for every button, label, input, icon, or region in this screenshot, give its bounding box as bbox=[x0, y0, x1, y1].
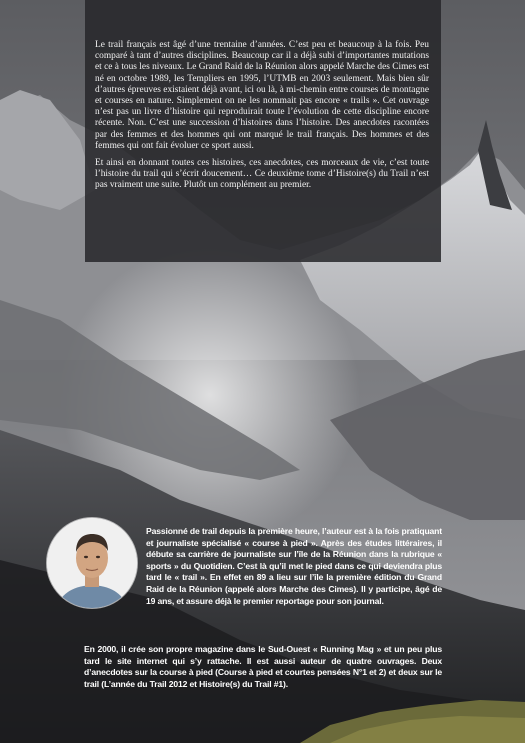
author-bio-paragraph: Passionné de trail depuis la première heure, l’auteur est à la fois pratiquant et journaliste spécialisé « course à pied ». Après des études littéraires, il débute sa carrière de journaliste sur l’île de la Réunion dans la rubrique « sports » du Quotidien. C’est là qu’il met le pied dans ce qui deviendra plus tard le « trail ». En effet en 89 a lieu sur l’île la première édition du Grand Raid de la Réunion (appelé alors Marche des Cimes). Il y participe, âgé de 19 ans, et assure déjà le premier reportage pour son journal. bbox=[146, 526, 442, 606]
blurb-paragraph: Et ainsi en donnant toutes ces histoires, ces anecdotes, ces morceaux de vie, c’est toute l’histoire du trail qui s’écrit doucement… Ce deuxième tome d’Histoire(s) du Trail n’est pas vraiment une suite. Plutôt un complément au premier. bbox=[95, 158, 429, 191]
back-cover-blurb bbox=[85, 0, 441, 262]
author-bio-paragraph: En 2000, il crée son propre magazine dans le Sud-Ouest « Running Mag » et un peu plus tard le site internet qui s’y rattache. Il est aussi auteur de quatre ouvrages. Deux d’anecdotes sur la course à pied (Course à pied et courtes pensées N°1 et 2) et deux sur le trail (L’année du Trail 2012 et Histoire(s) du Trail #1). bbox=[84, 644, 442, 689]
author-portrait bbox=[47, 518, 137, 608]
blurb-paragraph: Le trail français est âgé d’une trentaine d’années. C’est peu et beaucoup à la fois. Peu comparé à tant d’autres disciplines. Beaucoup car il a déjà subi d’importantes mutations et ce à tous les niveaux. Le Grand Raid de la Réunion alors appelé Marche des Cimes est né en octobre 1989, les Templiers en 1995, l’UTMB en 2003 seulement. Mais bien sûr d’autres épreuves existaient déjà avant, ici ou là, à mi-chemin entre courses de montagne et courses en nature. Simplement on ne les nommait pas encore « trails ». Cet ouvrage n’est pas un livre d’histoire qui reproduirait toute l’évolution de cette discipline encore récente. Non. C’est une succession d’histoires dans l’histoire. Des anecdotes racontées par des femmes et des hommes qui ont marqué le trail français. Des hommes et des femmes qui ont fait évoluer ce sport aussi. bbox=[95, 40, 429, 151]
author-bio-continued bbox=[84, 644, 442, 690]
author-portrait-image bbox=[47, 518, 137, 608]
author-bio bbox=[146, 526, 442, 607]
